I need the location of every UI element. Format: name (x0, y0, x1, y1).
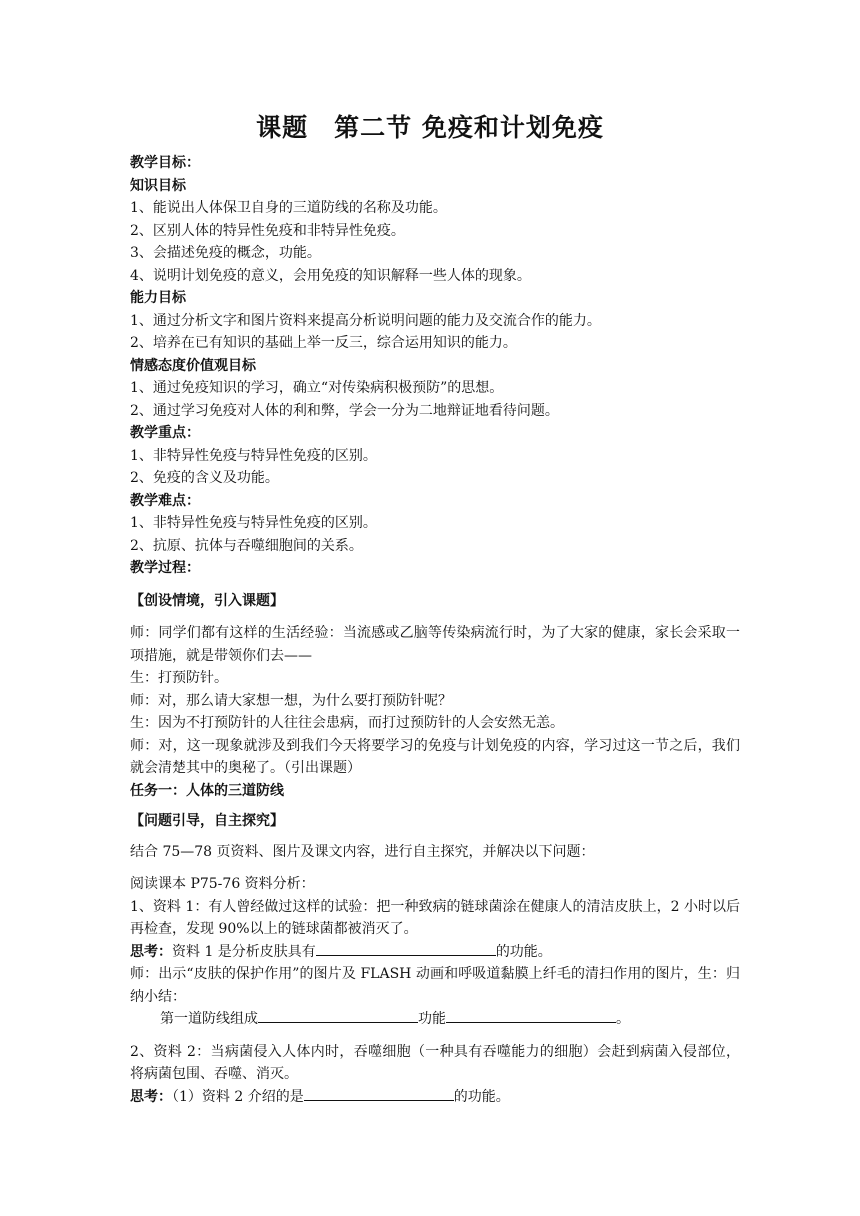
knowledge-item: 3、会描述免疫的概念，功能。 (130, 245, 321, 261)
answer-blank[interactable] (258, 1008, 418, 1023)
think-text-end: 的功能。 (453, 1088, 510, 1105)
knowledge-item: 2、区别人体的特异性免疫和非特异性免疫。 (130, 222, 405, 239)
summary-line (130, 1008, 740, 1031)
ability-item: 2、培养在已有知识的基础上举一反三，综合运用知识的能力。 (130, 335, 517, 351)
dialog-line: 生：因为不打预防针的人往往会患病，而打过预防针的人会安然无恙。 (130, 715, 564, 731)
answer-blank[interactable] (304, 1086, 454, 1101)
keypoint-item: 2、免疫的含义及功能。 (130, 470, 279, 486)
ability-item: 1、通过分析文字和图片资料来提高分析说明问题的能力及交流合作的能力。 (130, 312, 601, 329)
knowledge-heading: 知识目标 (130, 177, 186, 194)
emotion-heading: 情感态度价值观目标 (130, 357, 256, 374)
summary-label-function: 功能 (418, 1011, 446, 1027)
objectives-heading: 教学目标： (130, 155, 200, 171)
difficulty-item: 1、非特异性免疫与特异性免疫的区别。 (130, 515, 377, 531)
think-text-end: 的功能。 (495, 943, 552, 960)
dialog-line: 师：同学们都有这样的生活经验：当流感或乙脑等传染病流行时，为了大家的健康，家长会采取一项措施，就是带领你们去—— (130, 625, 740, 664)
lesson-title: 课题 第二节 免疫和计划免疫 (256, 113, 604, 142)
task1-heading: 任务一：人体的三道防线 (130, 782, 284, 799)
teacher-show: 师：出示“皮肤的保护作用”的图片及 FLASH 动画和呼吸道黏膜上纤毛的清扫作用的图片，生：归纳小结： (130, 966, 740, 1005)
material-2: 2、资料 2：当病菌侵入人体内时，吞噬细胞（一种具有吞噬能力的细胞）会赶到病菌入侵部位，将病菌包围、吞噬、消灭。 (130, 1043, 740, 1082)
answer-blank[interactable] (446, 1008, 616, 1023)
section-heading-situation: 【创设情境，引入课题】 (130, 592, 284, 609)
section-heading-inquiry: 【问题引导，自主探究】 (130, 813, 284, 829)
think-label: 思考： (130, 943, 172, 960)
difficulty-item: 2、抗原、抗体与吞噬细胞间的关系。 (130, 537, 363, 554)
lesson-body (130, 152, 740, 1108)
dialog-line: 师：对，那么请大家想一想，为什么要打预防针呢？ (130, 692, 452, 709)
difficulties-heading: 教学难点： (130, 492, 200, 509)
knowledge-item: 4、说明计划免疫的意义，会用免疫的知识解释一些人体的现象。 (130, 267, 531, 284)
knowledge-item: 1、能说出人体保卫自身的三道防线的名称及功能。 (130, 200, 447, 216)
process-heading: 教学过程： (130, 560, 200, 576)
emotion-item: 1、通过免疫知识的学习，确立“对传染病积极预防”的思想。 (130, 380, 504, 396)
ability-heading: 能力目标 (130, 290, 186, 306)
think-text: （1）资料 2 介绍的是 (172, 1088, 304, 1105)
answer-blank[interactable] (316, 941, 496, 956)
dialog-line: 师：对，这一现象就涉及到我们今天将要学习的免疫与计划免疫的内容，学习过这一节之后，我们就会清楚其中的奥秘了。（引出课题） (130, 737, 740, 776)
think-text: 资料 1 是分析皮肤具有 (172, 943, 316, 960)
reading-intro: 阅读课本 P75-76 资料分析： (130, 876, 315, 892)
summary-label-composition: 第一道防线组成 (160, 1011, 258, 1027)
summary-end: 。 (616, 1011, 630, 1027)
think-question-1 (130, 941, 740, 964)
emotion-item: 2、通过学习免疫对人体的利和弊，学会一分为二地辩证地看待问题。 (130, 402, 559, 419)
think-question-2 (130, 1086, 740, 1109)
inquiry-intro: 结合 75—78 页资料、图片及课文内容，进行自主探究，并解决以下问题： (130, 843, 595, 860)
keypoint-item: 1、非特异性免疫与特异性免疫的区别。 (130, 447, 377, 464)
dialog-line: 生：打预防针。 (130, 670, 228, 686)
keypoints-heading: 教学重点： (130, 425, 200, 441)
material-1: 1、资料 1：有人曾经做过这样的试验：把一种致病的链球菌涂在健康人的清洁皮肤上，2 小时以后再检查，发现 90%以上的链球菌都被消灭了。 (130, 898, 740, 937)
think-label: 思考： (130, 1088, 172, 1105)
